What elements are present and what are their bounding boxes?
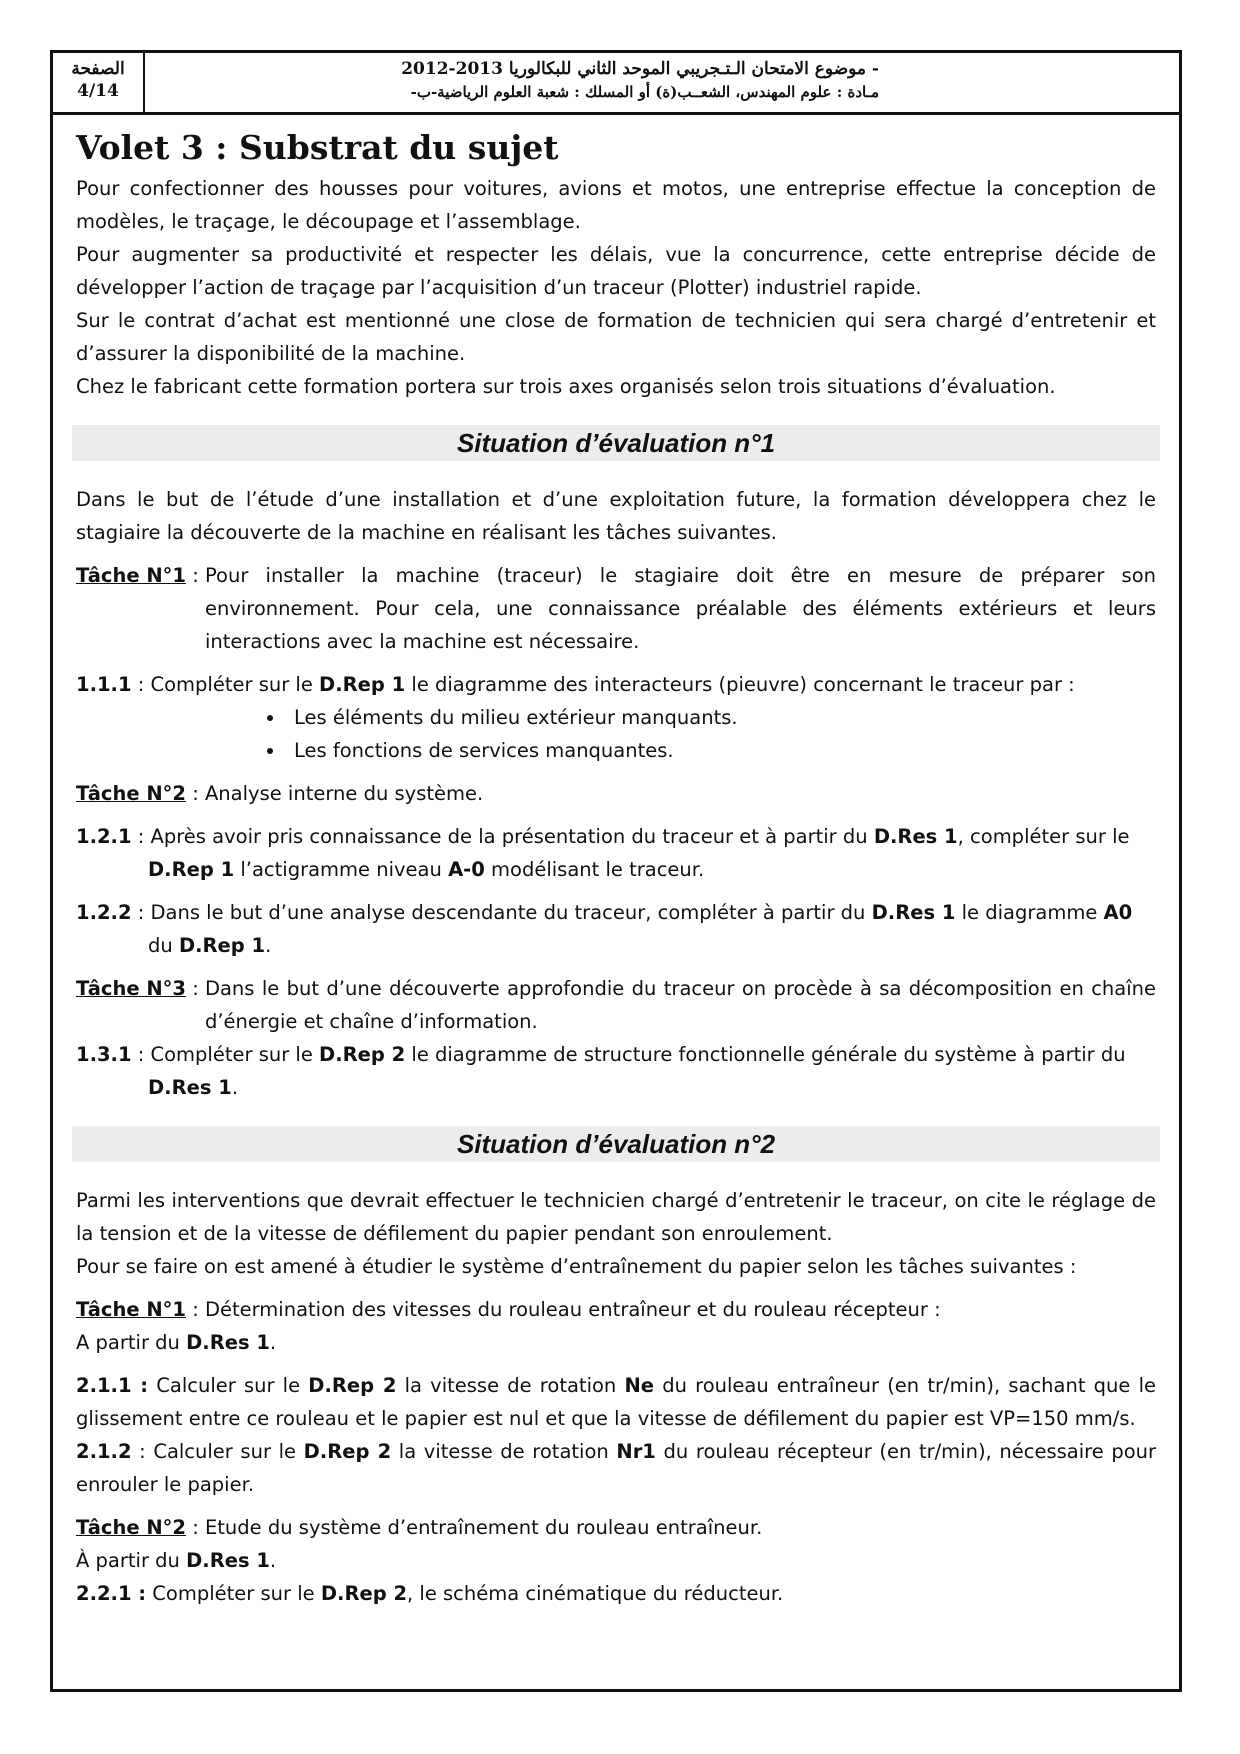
question-1-2-1: 1.2.1 : Après avoir pris connaissance de la présentation du traceur et à partir du D.Res 1, compléter sur le [76,825,1130,848]
intro-paragraph-2: Pour augmenter sa productivité et respecter les délais, vue la concurrence, cette entreprise décide de développer l’action de traçage par l’acquisition d’un traceur (Plotter) industriel rapide. [76,243,1156,299]
page-frame [50,50,1182,1692]
exam-title-line2: مـادة : علوم المهندس، الشعــب(ة) أو المسلك : شعبة العلوم الرياضية-ب- [410,83,879,101]
bullet-list [76,701,1156,767]
exam-title-line1: - موضوع الامتحان الـتـجريبي الموحد الثاني للبكالوريا 2013-2012 [401,59,879,79]
s2-task-2-source: À partir du D.Res 1. [76,1549,277,1572]
s2-intro-2: Pour se faire on est amené à étudier le système d’entraînement du papier selon les tâches suivantes : [76,1255,1077,1278]
page-number-cell [53,53,145,112]
question-2-1-2: 2.1.2 : Calculer sur le D.Rep 2 la vitesse de rotation Nr1 du rouleau récepteur (en tr/min), nécessaire pour enrouler le papier. [76,1440,1157,1496]
s1-task-3 [76,972,1156,1038]
s2-task-1: Tâche N°1 : Détermination des vitesses du rouleau entraîneur et du rouleau récepteur : [76,1298,941,1321]
intro-paragraph-3: Sur le contrat d’achat est mentionné une close de formation de technicien qui sera chargé d’entretenir et d’assurer la disponibilité de la machine. [76,309,1156,365]
task-text: Dans le but d’une découverte approfondie du traceur on procède à sa décomposition en chaîne d’énergie et chaîne d’information. [204,977,1156,1033]
s1-task-2: Tâche N°2 : Analyse interne du système. [76,782,484,805]
question-1-3-1-cont: D.Res 1. [148,1076,239,1099]
question-1-3-1: 1.3.1 : Compléter sur le D.Rep 2 le diagramme de structure fonctionnelle générale du système à partir du [76,1043,1126,1066]
section-heading-1: Situation d’évaluation n°1 [72,425,1160,461]
exam-header [53,53,1179,115]
task-label: Tâche N°3 [76,977,186,1000]
page-content [76,118,1156,1610]
question-1-2-2-cont: du D.Rep 1. [148,934,272,957]
bullet-item: • Les éléments du milieu extérieur manquants. [286,701,1156,734]
question-2-1-1: 2.1.1 : Calculer sur le D.Rep 2 la vitesse de rotation Ne du rouleau entraîneur (en tr/min), sachant que le glissement entre ce rouleau et le papier est nul et que la vitesse de défilement du papier est VP=150 mm/s. [76,1374,1156,1430]
task-text: Pour installer la machine (traceur) le stagiaire doit être en mesure de préparer son environnement. Pour cela, une connaissance préalable des éléments extérieurs et leurs interactions avec la machine est nécessaire. [204,564,1156,653]
s1-intro: Dans le but de l’étude d’une installation et d’une exploitation future, la formation développera chez le stagiaire la découverte de la machine en réalisant les tâches suivantes. [76,488,1156,544]
intro-paragraph-4: Chez le fabricant cette formation portera sur trois axes organisés selon trois situations d’évaluation. [76,375,1056,398]
page-title: Volet 3 : Substrat du sujet [76,128,559,167]
s2-intro-1: Parmi les interventions que devrait effectuer le technicien chargé d’entretenir le traceur, on cite le réglage de la tension et de la vitesse de défilement du papier pendant son enroulement. [76,1189,1156,1245]
s1-task-1 [76,559,1156,658]
question-1-2-2: 1.2.2 : Dans le but d’une analyse descendante du traceur, compléter à partir du D.Res 1 le diagramme A0 [76,901,1133,924]
question-1-1-1: 1.1.1 : Compléter sur le D.Rep 1 le diagramme des interacteurs (pieuvre) concernant le traceur par : [76,673,1075,696]
page-label: الصفحة [71,59,125,79]
task-separator: : [186,977,205,1000]
task-label: Tâche N°1 [76,564,186,587]
question-2-2-1: 2.2.1 : Compléter sur le D.Rep 2, le schéma cinématique du réducteur. [76,1582,784,1605]
exam-title [159,57,879,103]
page-number: 4/14 [77,81,119,101]
s2-task-1-source: A partir du D.Res 1. [76,1331,277,1354]
question-1-2-1-cont: D.Rep 1 l’actigramme niveau A-0 modélisant le traceur. [148,858,705,881]
task-separator: : [186,564,205,587]
bullet-item: • Les fonctions de services manquantes. [286,734,1156,767]
s2-task-2: Tâche N°2 : Etude du système d’entraînement du rouleau entraîneur. [76,1516,763,1539]
intro-paragraph-1: Pour confectionner des housses pour voitures, avions et motos, une entreprise effectue la conception de modèles, le traçage, le découpage et l’assemblage. [76,177,1156,233]
section-heading-2: Situation d’évaluation n°2 [72,1126,1160,1162]
